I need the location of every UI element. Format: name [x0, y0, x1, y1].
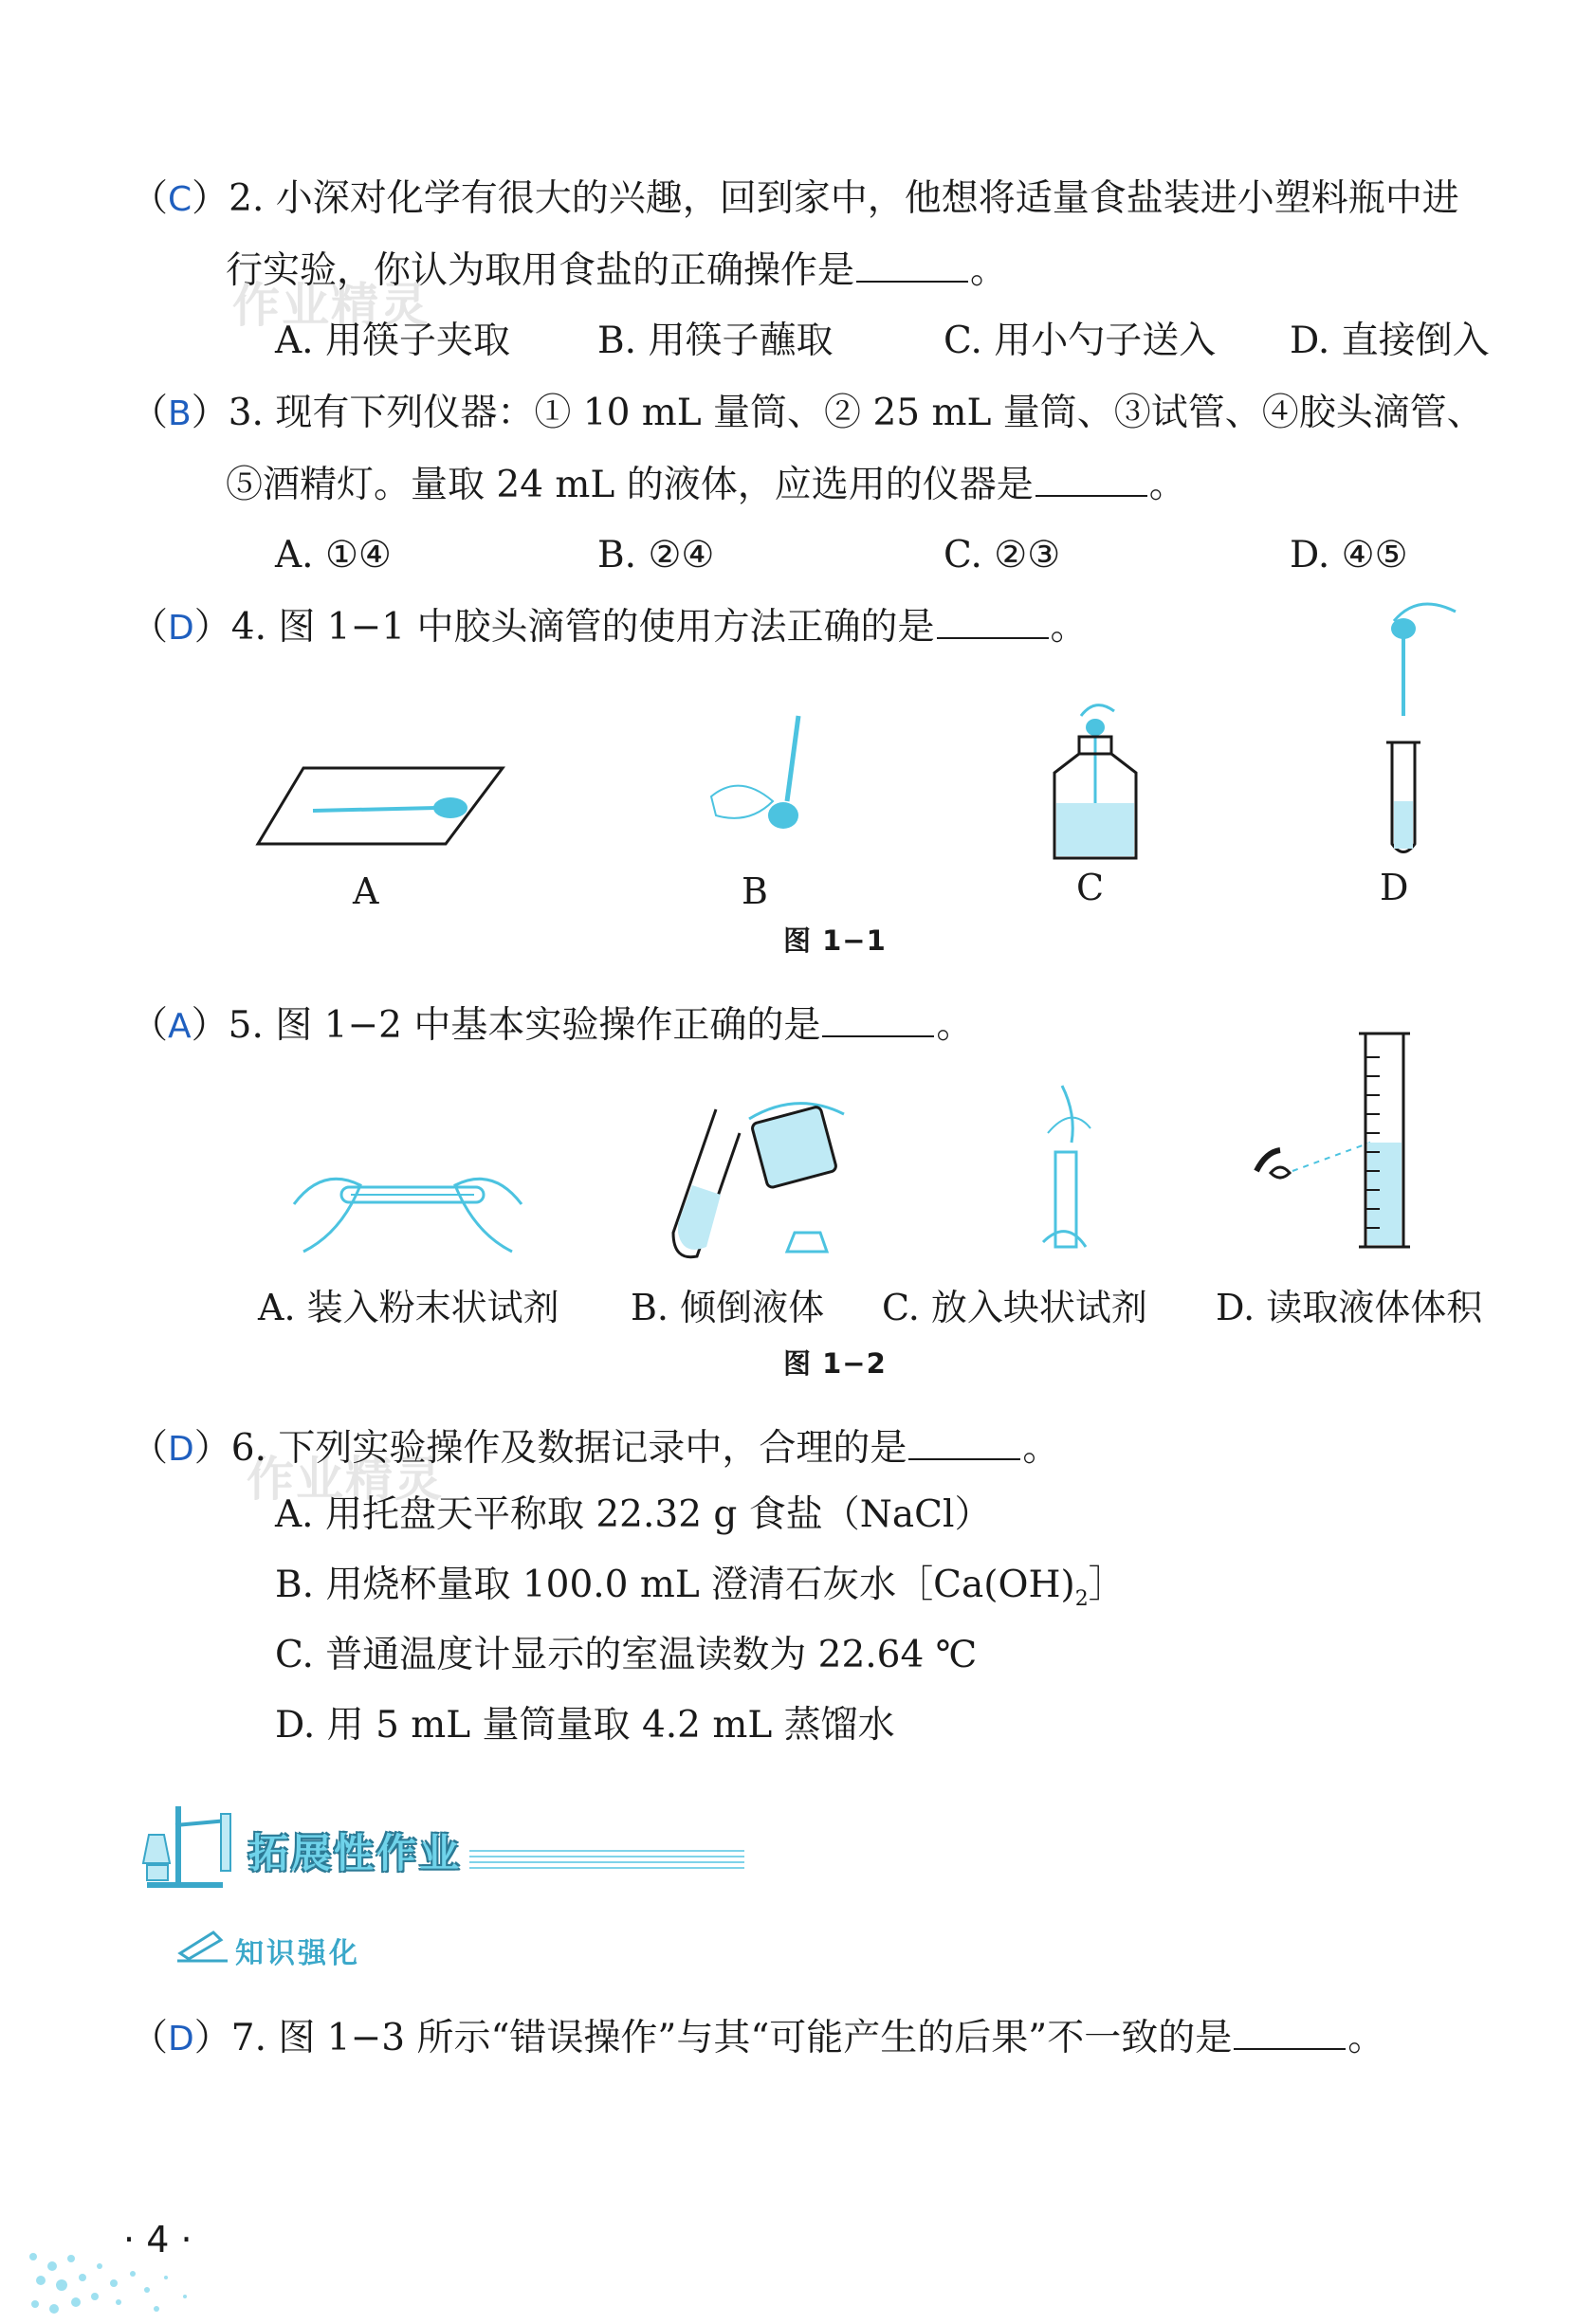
answer-blank[interactable] [908, 1430, 1020, 1460]
answer-mark: D [168, 609, 194, 648]
question-number: 2. [229, 177, 265, 220]
question-6: （D）6. 下列实验操作及数据记录中，合理的是 。 [131, 1427, 1060, 1470]
question-7: （D）7. 图 1−3 所示“错误操作”与其“可能产生的后果”不一致的是 。 [131, 2017, 1385, 2059]
dropper-above-tube-illustration [1365, 593, 1489, 863]
option-b: B. ②④ [597, 534, 715, 576]
question-number: 4. [230, 606, 266, 649]
figure-label: B [742, 870, 768, 912]
pen-icon [175, 1925, 232, 1963]
dropper-on-table-illustration [247, 759, 512, 853]
pouring-liquid-illustration [654, 1090, 863, 1266]
option-a: A. 用筷子夹取 [275, 320, 510, 362]
question-number: 5. [228, 1004, 264, 1047]
option-d: D. 用 5 mL 量筒量取 4.2 mL 蒸馏水 [275, 1704, 895, 1747]
dropper-inverted-illustration [692, 706, 834, 849]
option-a: A. 用托盘天平称取 22.32 g 食盐（NaCl） [275, 1493, 992, 1536]
answer-blank[interactable] [822, 1007, 934, 1037]
lab-apparatus-icon [137, 1797, 242, 1892]
option-c: C. 用小勺子送入 [944, 320, 1217, 362]
figure-caption: 图 1−2 [783, 1347, 887, 1380]
answer-blank[interactable] [1234, 2020, 1346, 2050]
powder-loading-illustration [284, 1147, 531, 1271]
answer-blank[interactable] [1035, 467, 1147, 497]
section-divider [469, 1847, 744, 1872]
answer-mark: D [168, 1430, 194, 1469]
answer-mark: D [168, 2020, 194, 2059]
figure-label: B. 倾倒液体 [631, 1287, 825, 1328]
figure-label: D. 读取液体体积 [1216, 1287, 1483, 1328]
read-cylinder-illustration [1247, 1029, 1422, 1256]
figure-label: A [353, 870, 379, 912]
figure-caption: 图 1−1 [783, 924, 887, 957]
question-3-cont: ⑤酒精灯。量取 24 mL 的液体，应选用的仪器是 。 [226, 464, 1186, 506]
section-subtitle: 知识强化 [235, 1937, 360, 1970]
answer-blank[interactable] [856, 252, 968, 283]
answer-mark: C [168, 180, 192, 219]
answer-mark: A [168, 1007, 192, 1046]
question-3: （B）3. 现有下列仪器：① 10 mL 量筒、② 25 mL 量筒、③试管、④胶头滴管、 [131, 392, 1484, 434]
question-number: 7. [230, 2017, 266, 2059]
question-text: 小深对化学有很大的兴趣，回到家中，他想将适量食盐装进小塑料瓶中进 [275, 177, 1459, 220]
figure-label: A. 装入粉末状试剂 [258, 1287, 559, 1328]
question-4: （D）4. 图 1−1 中胶头滴管的使用方法正确的是 。 [131, 606, 1088, 649]
option-b: B. 用筷子蘸取 [597, 320, 834, 362]
option-d: D. 直接倒入 [1290, 320, 1490, 362]
question-text: 图 1−3 所示“错误操作”与其“可能产生的后果”不一致的是 [278, 2017, 1233, 2059]
watermark: 作业精灵 [232, 278, 430, 333]
question-number: 6. [230, 1427, 266, 1470]
option-a: A. ①④ [275, 534, 392, 576]
question-text: ⑤酒精灯。量取 24 mL 的液体，应选用的仪器是 [226, 464, 1034, 506]
answer-mark: B [168, 394, 192, 433]
figure-label: C. 放入块状试剂 [882, 1287, 1147, 1328]
question-5: （A）5. 图 1−2 中基本实验操作正确的是 。 [131, 1004, 974, 1047]
page-number: · 4 · [123, 2219, 192, 2260]
watermark: 作业精灵 [247, 1452, 444, 1507]
figure-label: C [1076, 867, 1105, 908]
question-2-cont: 行实验，你认为取用食盐的正确操作是 。 [226, 249, 1008, 292]
question-text: 图 1−1 中胶头滴管的使用方法正确的是 [278, 606, 935, 649]
question-number: 3. [228, 392, 264, 434]
question-text: 现有下列仪器：① 10 mL 量筒、② 25 mL 量筒、③试管、④胶头滴管、 [275, 392, 1484, 434]
question-text: 图 1−2 中基本实验操作正确的是 [275, 1004, 821, 1047]
option-b: B. 用烧杯量取 100.0 mL 澄清石灰水$[Ca(OH)_2]$ [275, 1564, 1126, 1611]
solid-reagent-illustration [1019, 1076, 1114, 1266]
option-d: D. ④⑤ [1290, 534, 1408, 576]
figure-label: D [1380, 867, 1409, 908]
option-c: C. 普通温度计显示的室温读数为 22.64 ℃ [275, 1634, 978, 1676]
option-c: C. ②③ [944, 534, 1061, 576]
question-text: 下列实验操作及数据记录中，合理的是 [278, 1427, 907, 1470]
question-2: （C）2. 小深对化学有很大的兴趣，回到家中，他想将适量食盐装进小塑料瓶中进 [131, 177, 1459, 220]
question-text: 行实验，你认为取用食盐的正确操作是 [226, 249, 855, 292]
answer-blank[interactable] [937, 609, 1049, 639]
section-title: 拓展性作业 [248, 1830, 463, 1876]
dropper-in-bottle-illustration [1043, 678, 1147, 868]
decorative-dots [24, 2238, 213, 2323]
